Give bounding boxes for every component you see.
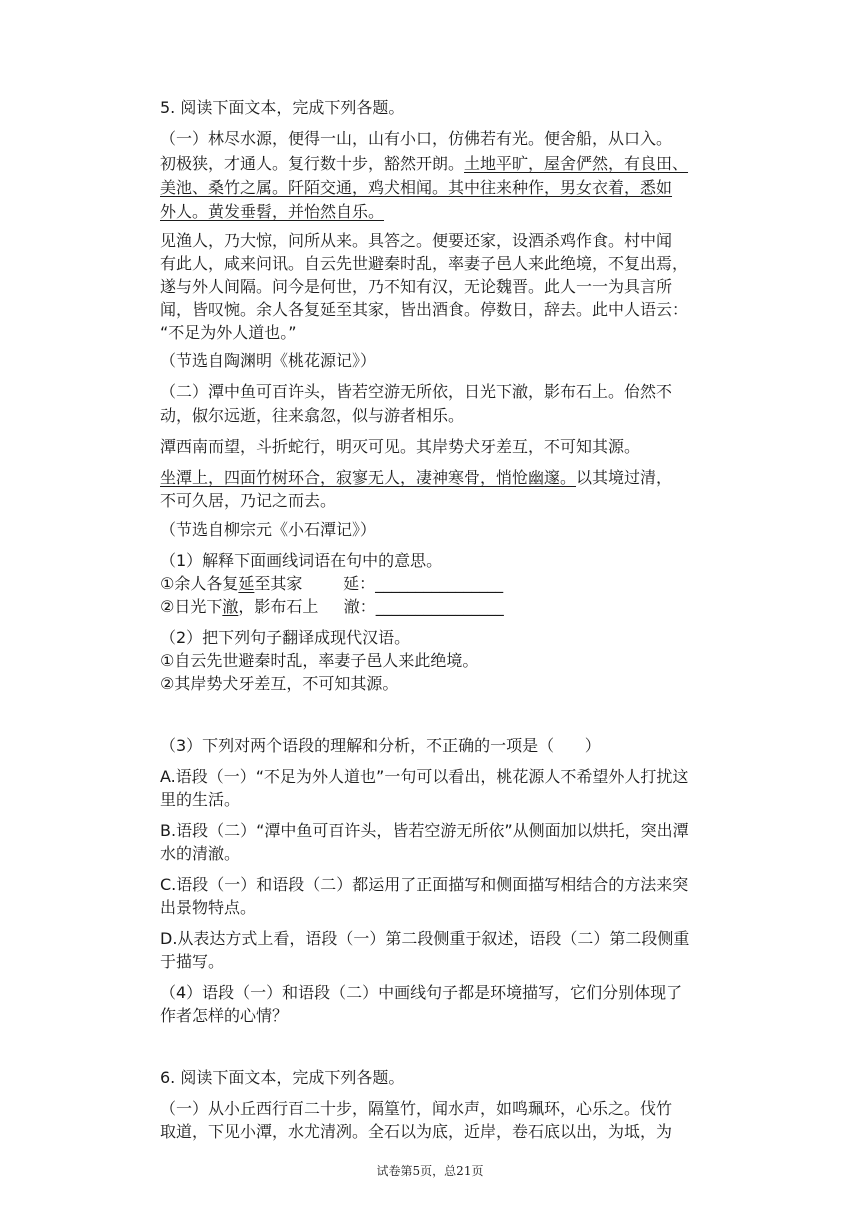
option-b-cont: 水的清澈。 bbox=[160, 844, 241, 863]
passage-1-line: 见渔人，乃大惊，问所从来。具答之。便要还家，设酒杀鸡作食。村中闻 bbox=[160, 231, 673, 250]
option-c-cont: 出景物特点。 bbox=[160, 898, 257, 917]
question-5-title: 5. 阅读下面文本，完成下列各题。 bbox=[160, 98, 405, 117]
subquestion-1-item bbox=[160, 596, 504, 618]
passage-3-line: 取道，下见小潭，水尤清冽。全石以为底，近岸，卷石底以出，为坻，为 bbox=[160, 1122, 673, 1141]
source-note: （节选自陶渊明《桃花源记》） bbox=[160, 351, 377, 370]
passage-2-line bbox=[160, 467, 672, 489]
option-c: C.语段（一）和语段（二）都运用了正面描写和侧面描写相结合的方法来突 bbox=[160, 875, 689, 894]
option-a-cont: 里的生活。 bbox=[160, 790, 241, 809]
text-span: ①余人各复 bbox=[160, 574, 239, 593]
text-span: ，影布石上 澈：________________ bbox=[238, 597, 504, 616]
passage-2-line: 动，俶尔远逝，往来翕忽，似与游者相乐。 bbox=[160, 406, 465, 425]
subquestion-2-item: ①自云先世避秦时乱，率妻子邑人来此绝境。 bbox=[160, 651, 479, 670]
passage-2-line: （二）潭中鱼可百许头，皆若空游无所依，日光下澈，影布石上。佁然不 bbox=[160, 382, 673, 401]
text-span: 以其境过清， bbox=[576, 468, 673, 487]
subquestion-4-title: （4）语段（一）和语段（二）中画线句子都是环境描写，它们分别体现了 bbox=[160, 983, 683, 1002]
passage-1-line: （一）林尽水源，便得一山，山有小口，仿佛若有光。便舍船，从口入。 bbox=[160, 129, 673, 148]
passage-1-line bbox=[160, 153, 688, 175]
passage-1-line: 遂与外人间隔。问今是何世，乃不知有汉，无论魏晋。此人一一为具言所 bbox=[160, 277, 673, 296]
passage-2-line: 不可久居，乃记之而去。 bbox=[160, 491, 337, 510]
subquestion-4-cont: 作者怎样的心情？ bbox=[160, 1006, 289, 1025]
subquestion-2-title: （2）把下列句子翻译成现代汉语。 bbox=[160, 628, 411, 647]
underlined-sentence: 美池、桑竹之属。阡陌交通，鸡犬相闻。其中往来种作，男女衣着，悉如 bbox=[160, 178, 673, 197]
underlined-word: 澈 bbox=[222, 597, 239, 616]
text-span: 至其家 延：________________ bbox=[254, 574, 504, 593]
underlined-sentence: 土地平旷，屋舍俨然，有良田、 bbox=[464, 154, 689, 173]
option-d: D.从表达方式上看，语段（一）第二段侧重于叙述，语段（二）第二段侧重 bbox=[160, 929, 690, 948]
subquestion-3-title: （3）下列对两个语段的理解和分析，不正确的一项是（ ） bbox=[160, 736, 601, 755]
subquestion-2-item: ②其岸势犬牙差互，不可知其源。 bbox=[160, 674, 399, 693]
question-6-title: 6. 阅读下面文本，完成下列各题。 bbox=[160, 1068, 405, 1087]
subquestion-1-title: （1）解释下面画线词语在句中的意思。 bbox=[160, 551, 443, 570]
underlined-word: 延 bbox=[238, 574, 255, 593]
passage-3-line: （一）从小丘西行百二十步，隔篁竹，闻水声，如鸣珮环，心乐之。伐竹 bbox=[160, 1099, 673, 1118]
text-span: 初极狭，才通人。复行数十步，豁然开朗。 bbox=[160, 154, 465, 173]
source-note: （节选自柳宗元《小石潭记》） bbox=[160, 520, 377, 539]
passage-2-line: 潭西南而望，斗折蛇行，明灭可见。其岸势犬牙差互，不可知其源。 bbox=[160, 437, 641, 456]
option-b: B.语段（二）“潭中鱼可百许头，皆若空游无所依”从侧面加以烘托，突出潭 bbox=[160, 821, 689, 840]
option-a: A.语段（一）“不足为外人道也”一句可以看出，桃花源人不希望外人打扰这 bbox=[160, 767, 689, 786]
subquestion-1-item bbox=[160, 573, 503, 595]
option-d-cont: 于描写。 bbox=[160, 952, 225, 971]
passage-1-line: “不足为外人道也。” bbox=[160, 323, 297, 342]
page-footer: 试卷第5页，总21页 bbox=[376, 1164, 484, 1178]
underlined-sentence: 外人。黄发垂髫，并怡然自乐。 bbox=[160, 202, 385, 221]
passage-1-line: 有此人，咸来问讯。自云先世避秦时乱，率妻子邑人来此绝境，不复出焉， bbox=[160, 254, 689, 273]
passage-1-line: 闻，皆叹惋。余人各复延至其家，皆出酒食。停数日，辞去。此中人语云： bbox=[160, 300, 689, 319]
underlined-sentence: 坐潭上，四面竹树环合，寂寥无人，凄神寒骨，悄怆幽邃。 bbox=[160, 468, 577, 487]
text-span: ②日光下 bbox=[160, 597, 223, 616]
